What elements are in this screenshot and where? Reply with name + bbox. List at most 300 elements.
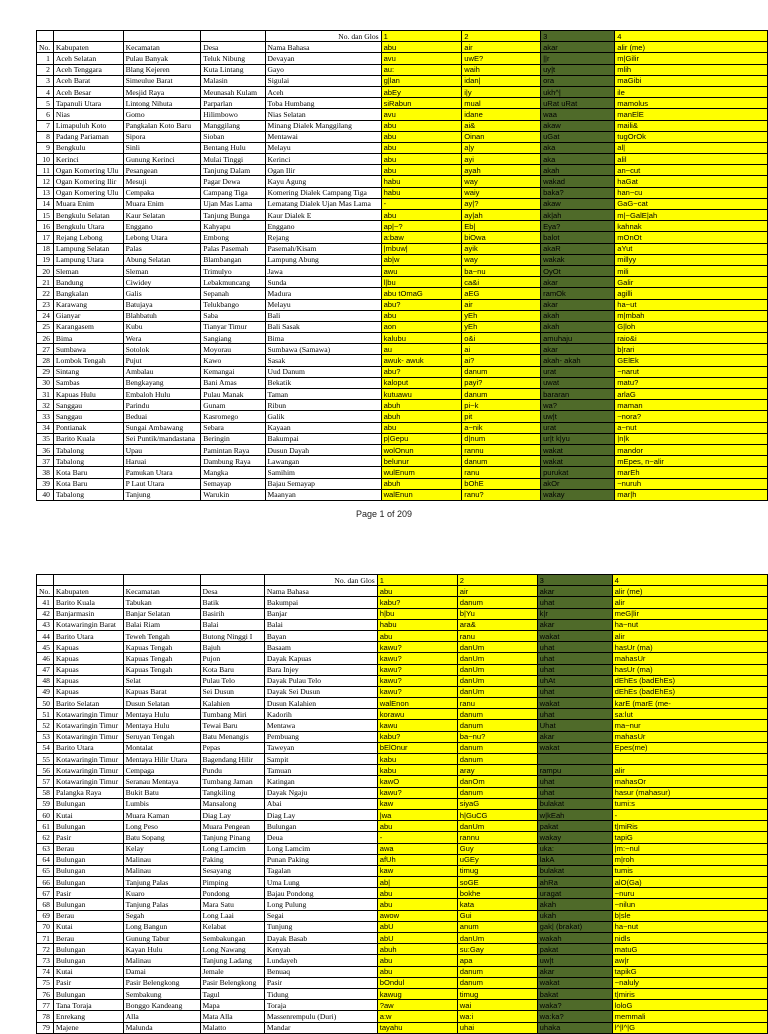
table-row [37, 120, 768, 131]
gloss-abu-cell: tayahu [377, 1022, 457, 1033]
kabupaten-cell: Sumbawa [53, 344, 123, 355]
gloss-alir-cell: |m:~nul [612, 843, 767, 854]
row-number: 69 [37, 910, 54, 921]
gloss-alir-cell: ha~nut [612, 921, 767, 932]
gloss-akar-cell: wakak [541, 254, 615, 265]
language-name-cell: Galik [265, 411, 381, 422]
gloss-akar-cell: urat [541, 366, 615, 377]
gloss-akar-cell: uhat [537, 642, 612, 653]
gloss-akar-cell: ukh^| [541, 86, 615, 97]
gloss-air-cell: ara& [457, 619, 537, 630]
row-number: 66 [37, 877, 54, 888]
gloss-abu-cell: kawu? [377, 787, 457, 798]
language-name-cell: Dayak Ngaju [264, 787, 377, 798]
gloss-number-2: 2 [457, 575, 537, 586]
table-row [37, 597, 768, 608]
gloss-alir-cell: Galir [615, 277, 768, 288]
gloss-alir-cell: loloG [612, 1000, 767, 1011]
table-row [37, 265, 768, 276]
row-number: 74 [37, 966, 54, 977]
gloss-akar-cell: k|r [537, 608, 612, 619]
kabupaten-cell: Lampung Selatan [53, 243, 123, 254]
table-row [37, 877, 768, 888]
language-name-cell: Kenyah [264, 944, 377, 955]
header-row-gloss-numbers [37, 575, 768, 586]
kecamatan-cell: Palas [123, 243, 201, 254]
gloss-abu-cell: afUh [377, 854, 457, 865]
gloss-akar-cell: uhat [537, 776, 612, 787]
language-name-cell: Tagalan [264, 865, 377, 876]
row-number: 46 [37, 653, 54, 664]
gloss-air-cell: danUm [457, 642, 537, 653]
gloss-abu-cell: a:baw [381, 232, 462, 243]
language-name-cell: Banjar [264, 608, 377, 619]
gloss-air-cell: Oinan [462, 131, 541, 142]
kabupaten-cell: Bangkalan [53, 288, 123, 299]
header-blank-cell [53, 575, 123, 586]
gloss-word-header: akar [537, 586, 612, 597]
gloss-abu-cell: ?aw [377, 1000, 457, 1011]
header-row-columns [37, 586, 768, 597]
gloss-akar-cell: waka? [537, 1000, 612, 1011]
gloss-akar-cell: wa? [541, 400, 615, 411]
gloss-akar-cell: ur|t k|yu [541, 433, 615, 444]
kecamatan-cell: Pamukan Utara [123, 467, 201, 478]
gloss-alir-cell: marEh [615, 467, 768, 478]
row-number: 58 [37, 787, 54, 798]
gloss-akar-cell: uhat [537, 597, 612, 608]
kabupaten-cell: Nias [53, 109, 123, 120]
kabupaten-cell: Muara Enim [53, 198, 123, 209]
kabupaten-cell: Bulungan [53, 798, 123, 809]
kabupaten-cell: Tabalong [53, 489, 123, 500]
row-number: 28 [37, 355, 54, 366]
table-row [37, 664, 768, 675]
row-number: 13 [37, 187, 54, 198]
gloss-akar-cell: ukah [537, 910, 612, 921]
table-row [37, 109, 768, 120]
table-row [37, 288, 768, 299]
row-number: 15 [37, 210, 54, 221]
gloss-alir-cell: ha~nut [612, 619, 767, 630]
kecamatan-cell: Ambalau [123, 366, 201, 377]
kecamatan-cell: Abung Selatan [123, 254, 201, 265]
desa-cell: Pepas [200, 742, 264, 753]
kecamatan-cell: Sei Puntik/mandastana [123, 433, 201, 444]
desa-cell: Tanjung Ladang [200, 955, 264, 966]
kabupaten-cell: Kapuas [53, 653, 123, 664]
language-name-cell: Mandar [264, 1022, 377, 1033]
desa-cell: Kelabat [200, 921, 264, 932]
gloss-akar-cell: akah [541, 321, 615, 332]
kabupaten-cell: Berau [53, 933, 123, 944]
table-row [37, 176, 768, 187]
table-row [37, 944, 768, 955]
gloss-akar-cell: bulakat [537, 865, 612, 876]
gloss-air-cell: rannu [462, 444, 541, 455]
gloss-alir-cell: al| [615, 142, 768, 153]
gloss-abu-cell: habu [381, 187, 462, 198]
table-row [37, 210, 768, 221]
language-name-cell: Tidung [264, 988, 377, 999]
gloss-abu-cell: siRabun [381, 98, 462, 109]
kecamatan-cell: Lumbis [123, 798, 200, 809]
gloss-alir-cell: mahasUr [612, 653, 767, 664]
table-row [37, 742, 768, 753]
gloss-abu-cell: awu [381, 265, 462, 276]
desa-cell: Sembakungan [200, 933, 264, 944]
language-name-cell: Ribun [265, 400, 381, 411]
desa-cell: Long Nawang [200, 944, 264, 955]
desa-cell: Pujon [200, 653, 264, 664]
gloss-air-cell: aEG [462, 288, 541, 299]
desa-cell: Palas Pasemah [201, 243, 265, 254]
desa-cell: Pondong [200, 888, 264, 899]
table-row [37, 630, 768, 641]
desa-cell: Trimulyo [201, 265, 265, 276]
gloss-alir-cell: matu? [615, 377, 768, 388]
desa-cell: Beringin [201, 433, 265, 444]
gloss-akar-cell: uwat [541, 377, 615, 388]
kecamatan-cell: Cempaga [123, 765, 200, 776]
kecamatan-cell: Gunung Tabur [123, 933, 200, 944]
language-name-cell: Dayak Kapuas [264, 653, 377, 664]
gloss-akar-cell: aka [541, 142, 615, 153]
desa-cell: Kawo [201, 355, 265, 366]
table-row [37, 686, 768, 697]
gloss-abu-cell: abEy [381, 86, 462, 97]
kecamatan-cell: Blang Kejeren [123, 64, 201, 75]
gloss-alir-cell: alir [612, 597, 767, 608]
language-name-cell: Massenrempulu (Duri) [264, 1011, 377, 1022]
language-name-cell: Segai [264, 910, 377, 921]
kabupaten-cell: Pasir [53, 832, 123, 843]
language-name-cell: Deua [264, 832, 377, 843]
row-number: 77 [37, 1000, 54, 1011]
gloss-alir-cell: l^|l^|G [612, 1022, 767, 1033]
gloss-akar-cell: Eya? [541, 221, 615, 232]
gloss-air-cell: uwE? [462, 53, 541, 64]
gloss-abu-cell: kawu? [377, 653, 457, 664]
gloss-number-3: 3 [541, 31, 615, 42]
table-row [37, 988, 768, 999]
table-row [37, 731, 768, 742]
language-name-cell: Uud Danum [265, 366, 381, 377]
gloss-alir-cell: maman [615, 400, 768, 411]
desa-cell: Lebakmuncang [201, 277, 265, 288]
language-name-cell: Lampung Abung [265, 254, 381, 265]
gloss-akar-cell: wakay [537, 832, 612, 843]
gloss-number-3: 3 [537, 575, 612, 586]
gloss-air-cell: ranu [457, 630, 537, 641]
kabupaten-cell: Bulungan [53, 854, 123, 865]
row-number: 67 [37, 888, 54, 899]
table-row [37, 843, 768, 854]
language-name-cell: Sigulai [265, 75, 381, 86]
desa-cell: Dambung Raya [201, 456, 265, 467]
table-row [37, 489, 768, 500]
table-row [37, 333, 768, 344]
gloss-abu-cell: h|bu [377, 608, 457, 619]
gloss-air-cell: pi~k [462, 400, 541, 411]
kabupaten-cell: Kapuas [53, 664, 123, 675]
language-name-cell: Diag Lay [264, 809, 377, 820]
row-number: 72 [37, 944, 54, 955]
gloss-akar-cell: wakat [537, 742, 612, 753]
gloss-akar-cell: wakat [537, 698, 612, 709]
desa-cell: Kota Baru [200, 664, 264, 675]
language-name-cell: Bekatik [265, 377, 381, 388]
gloss-abu-cell: kawO [377, 776, 457, 787]
desa-cell: Mata Alla [200, 1011, 264, 1022]
table-row [37, 966, 768, 977]
language-table-page-2 [36, 574, 768, 1034]
table-row [37, 809, 768, 820]
language-name-cell: Dayak Basab [264, 933, 377, 944]
gloss-akar-cell: wakad [541, 176, 615, 187]
kabupaten-cell: Gianyar [53, 310, 123, 321]
gloss-alir-cell: karE (marE (me- [612, 698, 767, 709]
kabupaten-cell: Pasir [53, 977, 123, 988]
gloss-air-cell: danum [457, 754, 537, 765]
desa-cell: Pundu [200, 765, 264, 776]
kabupaten-cell: Kutai [53, 809, 123, 820]
language-name-cell: Sampit [264, 754, 377, 765]
kecamatan-cell: Pangkalan Koto Baru [123, 120, 201, 131]
kecamatan-cell: Parindu [123, 400, 201, 411]
row-number: 25 [37, 321, 54, 332]
kecamatan-cell: Muara Enim [123, 198, 201, 209]
kecamatan-cell: Sungai Ambawang [123, 422, 201, 433]
row-number: 19 [37, 254, 54, 265]
kabupaten-cell: Kapuas Hulu [53, 389, 123, 400]
gloss-akar-cell: purukat [541, 467, 615, 478]
table-row [37, 467, 768, 478]
gloss-alir-cell: meG|lir [612, 608, 767, 619]
language-name-cell: Dayak Sei Dusun [264, 686, 377, 697]
gloss-alir-cell: manElE [615, 109, 768, 120]
desa-cell: Batu Menangis [200, 731, 264, 742]
table-row [37, 709, 768, 720]
row-number: 10 [37, 154, 54, 165]
kecamatan-cell: Malinau [123, 854, 200, 865]
kabupaten-cell: Lombok Tengah [53, 355, 123, 366]
desa-cell: Tanjung Dalam [201, 165, 265, 176]
gloss-alir-cell: hasur (mahasur) [612, 787, 767, 798]
row-number: 47 [37, 664, 54, 675]
gloss-abu-cell: awa [377, 843, 457, 854]
kabupaten-cell: Pasir [53, 888, 123, 899]
gloss-akar-cell: amuhaju [541, 333, 615, 344]
gloss-abu-cell: ap|~? [381, 221, 462, 232]
gloss-air-cell: yEh [462, 310, 541, 321]
gloss-alir-cell: m|~GalE|ah [615, 210, 768, 221]
kabupaten-cell: Barito Kuala [53, 433, 123, 444]
gloss-alir-cell: maili& [615, 120, 768, 131]
language-name-cell: Bara Injey [264, 664, 377, 675]
gloss-akar-cell: akaw [541, 120, 615, 131]
desa-cell: Mulai Tinggi [201, 154, 265, 165]
kabupaten-cell: Bulungan [53, 944, 123, 955]
gloss-abu-cell: abU [377, 921, 457, 932]
gloss-akar-cell: uGat [541, 131, 615, 142]
kecamatan-cell: Tanjung Palas [123, 877, 200, 888]
kabupaten-cell: Kota Baru [53, 478, 123, 489]
kabupaten-cell: Rejang Lebong [53, 232, 123, 243]
gloss-alir-cell: maGibi [615, 75, 768, 86]
gloss-abu-cell: kawug [377, 988, 457, 999]
gloss-air-cell: apa [457, 955, 537, 966]
gloss-abu-cell: belunur [381, 456, 462, 467]
language-name-cell: Ogan Ilir [265, 165, 381, 176]
gloss-akar-cell: wakat [541, 456, 615, 467]
gloss-akar-cell: bulakat [537, 798, 612, 809]
gloss-air-cell: ranu? [462, 489, 541, 500]
desa-cell: Kahyapu [201, 221, 265, 232]
row-number: 44 [37, 630, 54, 641]
desa-cell: Warukin [201, 489, 265, 500]
gloss-alir-cell: m|Gilir [615, 53, 768, 64]
table-row [37, 198, 768, 209]
gloss-alir-cell: tumi:s [612, 798, 767, 809]
kecamatan-cell: Upau [123, 444, 201, 455]
desa-cell: Mara Satu [200, 899, 264, 910]
kabupaten-cell: Kotawaringin Timur [53, 720, 123, 731]
gloss-abu-cell: bElOnur [377, 742, 457, 753]
row-number: 59 [37, 798, 54, 809]
gloss-air-cell: ba~nu? [457, 731, 537, 742]
row-number: 71 [37, 933, 54, 944]
kabupaten-cell: Tabalong [53, 444, 123, 455]
table-row [37, 619, 768, 630]
gloss-air-cell: ba~nu [462, 265, 541, 276]
desa-cell: Kalahien [200, 698, 264, 709]
gloss-air-cell: danum [457, 966, 537, 977]
kabupaten-cell: Aceh Tenggara [53, 64, 123, 75]
kecamatan-cell: Segah [123, 910, 200, 921]
kabupaten-cell: Bulungan [53, 877, 123, 888]
language-name-cell: Bulungan [264, 821, 377, 832]
gloss-akar-cell: gak| (brakat) [537, 921, 612, 932]
gloss-alir-cell: tumis [612, 865, 767, 876]
language-name-cell: Taweyan [264, 742, 377, 753]
row-number: 38 [37, 467, 54, 478]
gloss-alir-cell: ha~ut [615, 299, 768, 310]
table-row [37, 698, 768, 709]
row-number: 29 [37, 366, 54, 377]
gloss-air-cell: anum [457, 921, 537, 932]
gloss-alir-cell: m|mbah [615, 310, 768, 321]
kecamatan-cell: Kapuas Tengah [123, 653, 200, 664]
gloss-air-cell: danOm [457, 776, 537, 787]
row-number: 26 [37, 333, 54, 344]
header-gloss-title: No. dan Glos [265, 31, 381, 42]
kecamatan-cell: Mentaya Hulu [123, 709, 200, 720]
gloss-air-cell: Gui [457, 910, 537, 921]
language-name-cell: Bajau Semayap [265, 478, 381, 489]
desa-cell: Diag Lay [200, 809, 264, 820]
table-row [37, 165, 768, 176]
gloss-alir-cell: millyy [615, 254, 768, 265]
gloss-abu-cell: p|Gepu [381, 433, 462, 444]
gloss-alir-cell: mamolus [615, 98, 768, 109]
kabupaten-cell: Barito Utara [53, 630, 123, 641]
table-row [37, 53, 768, 64]
row-number: 78 [37, 1011, 54, 1022]
kecamatan-cell: Batu Sopang [123, 832, 200, 843]
desa-cell: Tianyar Timur [201, 321, 265, 332]
desa-cell: Campang Tiga [201, 187, 265, 198]
kecamatan-cell: Embaloh Hulu [123, 389, 201, 400]
gloss-alir-cell: alil [615, 154, 768, 165]
row-number: 16 [37, 221, 54, 232]
table-row [37, 821, 768, 832]
kabupaten-cell: Kotawaringin Timur [53, 765, 123, 776]
gloss-abu-cell: kabu [377, 754, 457, 765]
gloss-abu-cell: abu [377, 888, 457, 899]
column-header: No. [37, 586, 54, 597]
gloss-alir-cell: memmali [612, 1011, 767, 1022]
row-number: 33 [37, 411, 54, 422]
gloss-abu-cell: abu [381, 422, 462, 433]
gloss-akar-cell: ak|ah [541, 210, 615, 221]
gloss-abu-cell: abu [377, 899, 457, 910]
gloss-air-cell: ranu [462, 467, 541, 478]
desa-cell: Manggilang [201, 120, 265, 131]
gloss-akar-cell: ora [541, 75, 615, 86]
row-number: 11 [37, 165, 54, 176]
row-number: 27 [37, 344, 54, 355]
desa-cell: Tangkiling [200, 787, 264, 798]
desa-cell: Bentang Hulu [201, 142, 265, 153]
desa-cell: Sebara [201, 422, 265, 433]
language-name-cell: Bali [265, 310, 381, 321]
language-name-cell: Nias Selatan [265, 109, 381, 120]
desa-cell: Saba [201, 310, 265, 321]
row-number: 70 [37, 921, 54, 932]
table-row [37, 422, 768, 433]
gloss-akar-cell: akar [541, 299, 615, 310]
language-name-cell: Basaam [264, 642, 377, 653]
table-row [37, 977, 768, 988]
kecamatan-cell: Sipora [123, 131, 201, 142]
gloss-abu-cell: abu [381, 154, 462, 165]
gloss-alir-cell: ~nuru [612, 888, 767, 899]
gloss-akar-cell: bakat [537, 988, 612, 999]
gloss-air-cell: uhai [457, 1022, 537, 1033]
row-number: 20 [37, 265, 54, 276]
language-name-cell: Kayu Agung [265, 176, 381, 187]
table-row [37, 444, 768, 455]
row-number: 6 [37, 109, 54, 120]
table-row [37, 243, 768, 254]
table-row [37, 899, 768, 910]
gloss-air-cell: ay|? [462, 198, 541, 209]
row-number: 35 [37, 433, 54, 444]
gloss-alir-cell: GElEk [615, 355, 768, 366]
gloss-air-cell: danUm [457, 664, 537, 675]
kabupaten-cell: Bengkulu [53, 142, 123, 153]
gloss-abu-cell: abu [377, 955, 457, 966]
row-number: 39 [37, 478, 54, 489]
gloss-akar-cell: uRat uRat [541, 98, 615, 109]
kabupaten-cell: Sleman [53, 265, 123, 276]
row-number: 3 [37, 75, 54, 86]
kecamatan-cell: Malinau [123, 955, 200, 966]
language-name-cell: Balai [264, 619, 377, 630]
gloss-alir-cell: tugOrOk [615, 131, 768, 142]
column-header: Kecamatan [123, 586, 200, 597]
